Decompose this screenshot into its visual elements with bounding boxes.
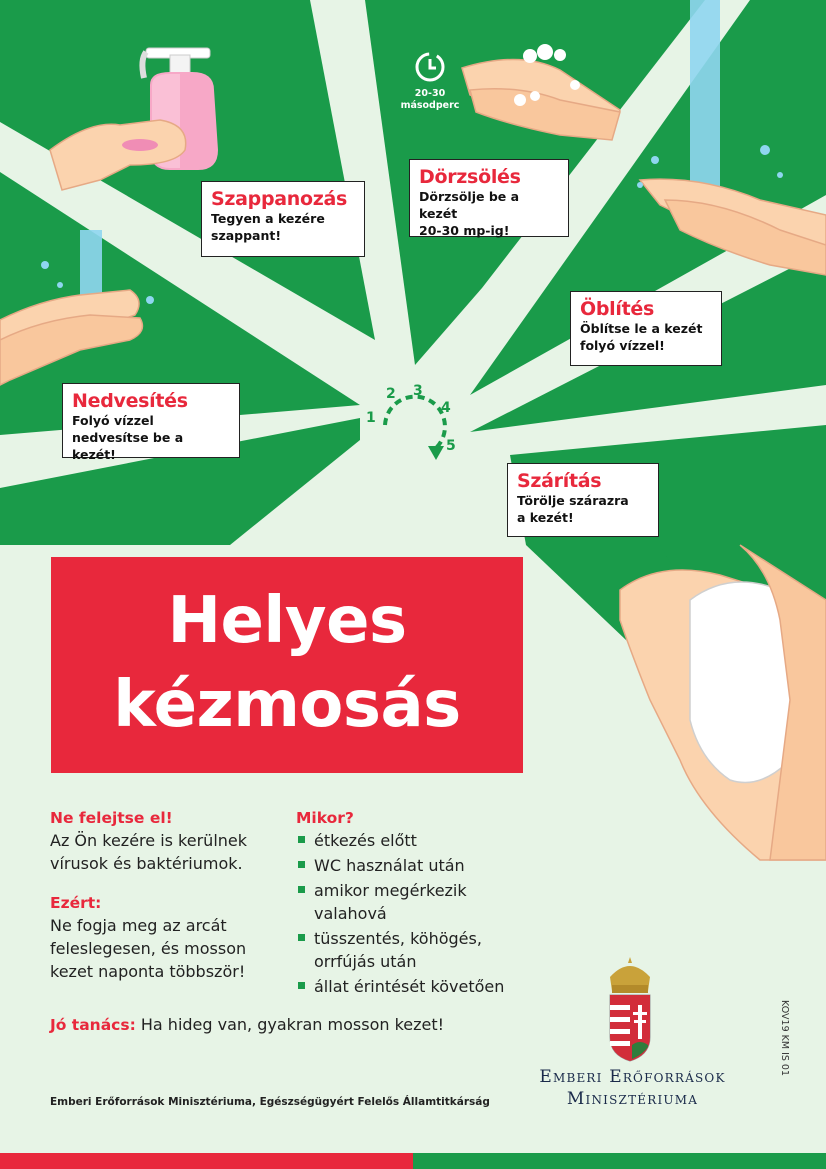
tip-heading: Jó tanács: [50, 1016, 136, 1034]
ministry-name [505, 1066, 760, 1110]
list-item-text: tüsszentés, köhögés, orrfújás után [314, 929, 482, 971]
bottom-bar-red [0, 1153, 413, 1169]
step-title: Öblítés [580, 298, 654, 320]
bullet-square-icon [298, 836, 305, 843]
remember-heading: Ne felejtse el! [50, 809, 173, 827]
timer [390, 50, 470, 112]
bullet-square-icon [298, 861, 305, 868]
step-box-soaping [201, 181, 365, 257]
list-item-text: WC használat után [314, 856, 465, 875]
bullet-square-icon [298, 934, 305, 941]
step-number-2: 2 [386, 386, 396, 402]
step-box-wetting [62, 383, 240, 462]
list-item [296, 829, 526, 852]
list-item [296, 879, 526, 925]
list-item-text: étkezés előtt [314, 831, 417, 850]
title-line2: kézmosás [113, 668, 461, 742]
step-text: Dörzsölje be a kezét 20-30 mp-ig! [419, 189, 520, 238]
coat-of-arms-icon [602, 955, 658, 1065]
timer-line2: másodperc [400, 100, 460, 111]
therefore-heading: Ezért: [50, 894, 102, 912]
when-heading: Mikor? [296, 809, 354, 827]
step-title: Nedvesítés [72, 390, 188, 412]
step-title: Dörzsölés [419, 166, 521, 188]
ministry-line2: Minisztériuma [566, 1089, 699, 1109]
step-number-4: 4 [441, 400, 451, 416]
timer-line1: 20-30 [414, 88, 446, 99]
list-item-text: amikor megérkezik valahová [314, 881, 467, 923]
step-text: Tegyen a kezére szappant! [211, 211, 325, 243]
bottom-color-bar [0, 1153, 826, 1169]
therefore-text: Ne fogja meg az arcát feleslegesen, és mosson kezet naponta többször! [50, 916, 247, 981]
step-text: Öblítse le a kezét folyó vízzel! [580, 321, 703, 353]
list-item [296, 854, 526, 877]
info-left [50, 807, 290, 983]
bullet-square-icon [298, 886, 305, 893]
list-item [296, 975, 526, 998]
footer-text: Emberi Erőforrások Minisztériuma, Egészségügyért Felelős Államtitkárság [50, 1096, 490, 1108]
step-number-5: 5 [446, 438, 456, 454]
step-number-3: 3 [413, 383, 423, 399]
step-box-rinsing [570, 291, 722, 366]
step-title: Szárítás [517, 470, 602, 492]
step-box-rubbing [409, 159, 569, 237]
bullet-square-icon [298, 982, 305, 989]
main-title [51, 557, 523, 773]
drying-hands [620, 545, 826, 860]
clock-icon [413, 50, 447, 84]
tip-text: Ha hideg van, gyakran mosson kezet! [135, 1015, 445, 1034]
step-box-drying [507, 463, 659, 537]
step-text: Törölje szárazra a kezét! [517, 493, 629, 525]
step-cycle-arrow [385, 397, 445, 460]
step-text: Folyó vízzel nedvesítse be a kezét! [72, 413, 184, 462]
step-number-1: 1 [366, 410, 376, 426]
bottom-bar-green [413, 1153, 826, 1169]
document-code: KOV19 KM IS 01 [779, 1000, 790, 1077]
title-line1: Helyes [167, 584, 407, 658]
remember-text: Az Ön kezére is kerülnek vírusok és baktériumok. [50, 831, 248, 873]
ministry-line1: Emberi Erőforrások [539, 1067, 726, 1087]
step-title: Szappanozás [211, 188, 348, 210]
when-section [296, 807, 526, 1000]
list-item-text: állat érintését követően [314, 977, 505, 996]
tip-line [50, 1013, 510, 1036]
list-item [296, 927, 526, 973]
when-list [296, 829, 526, 998]
